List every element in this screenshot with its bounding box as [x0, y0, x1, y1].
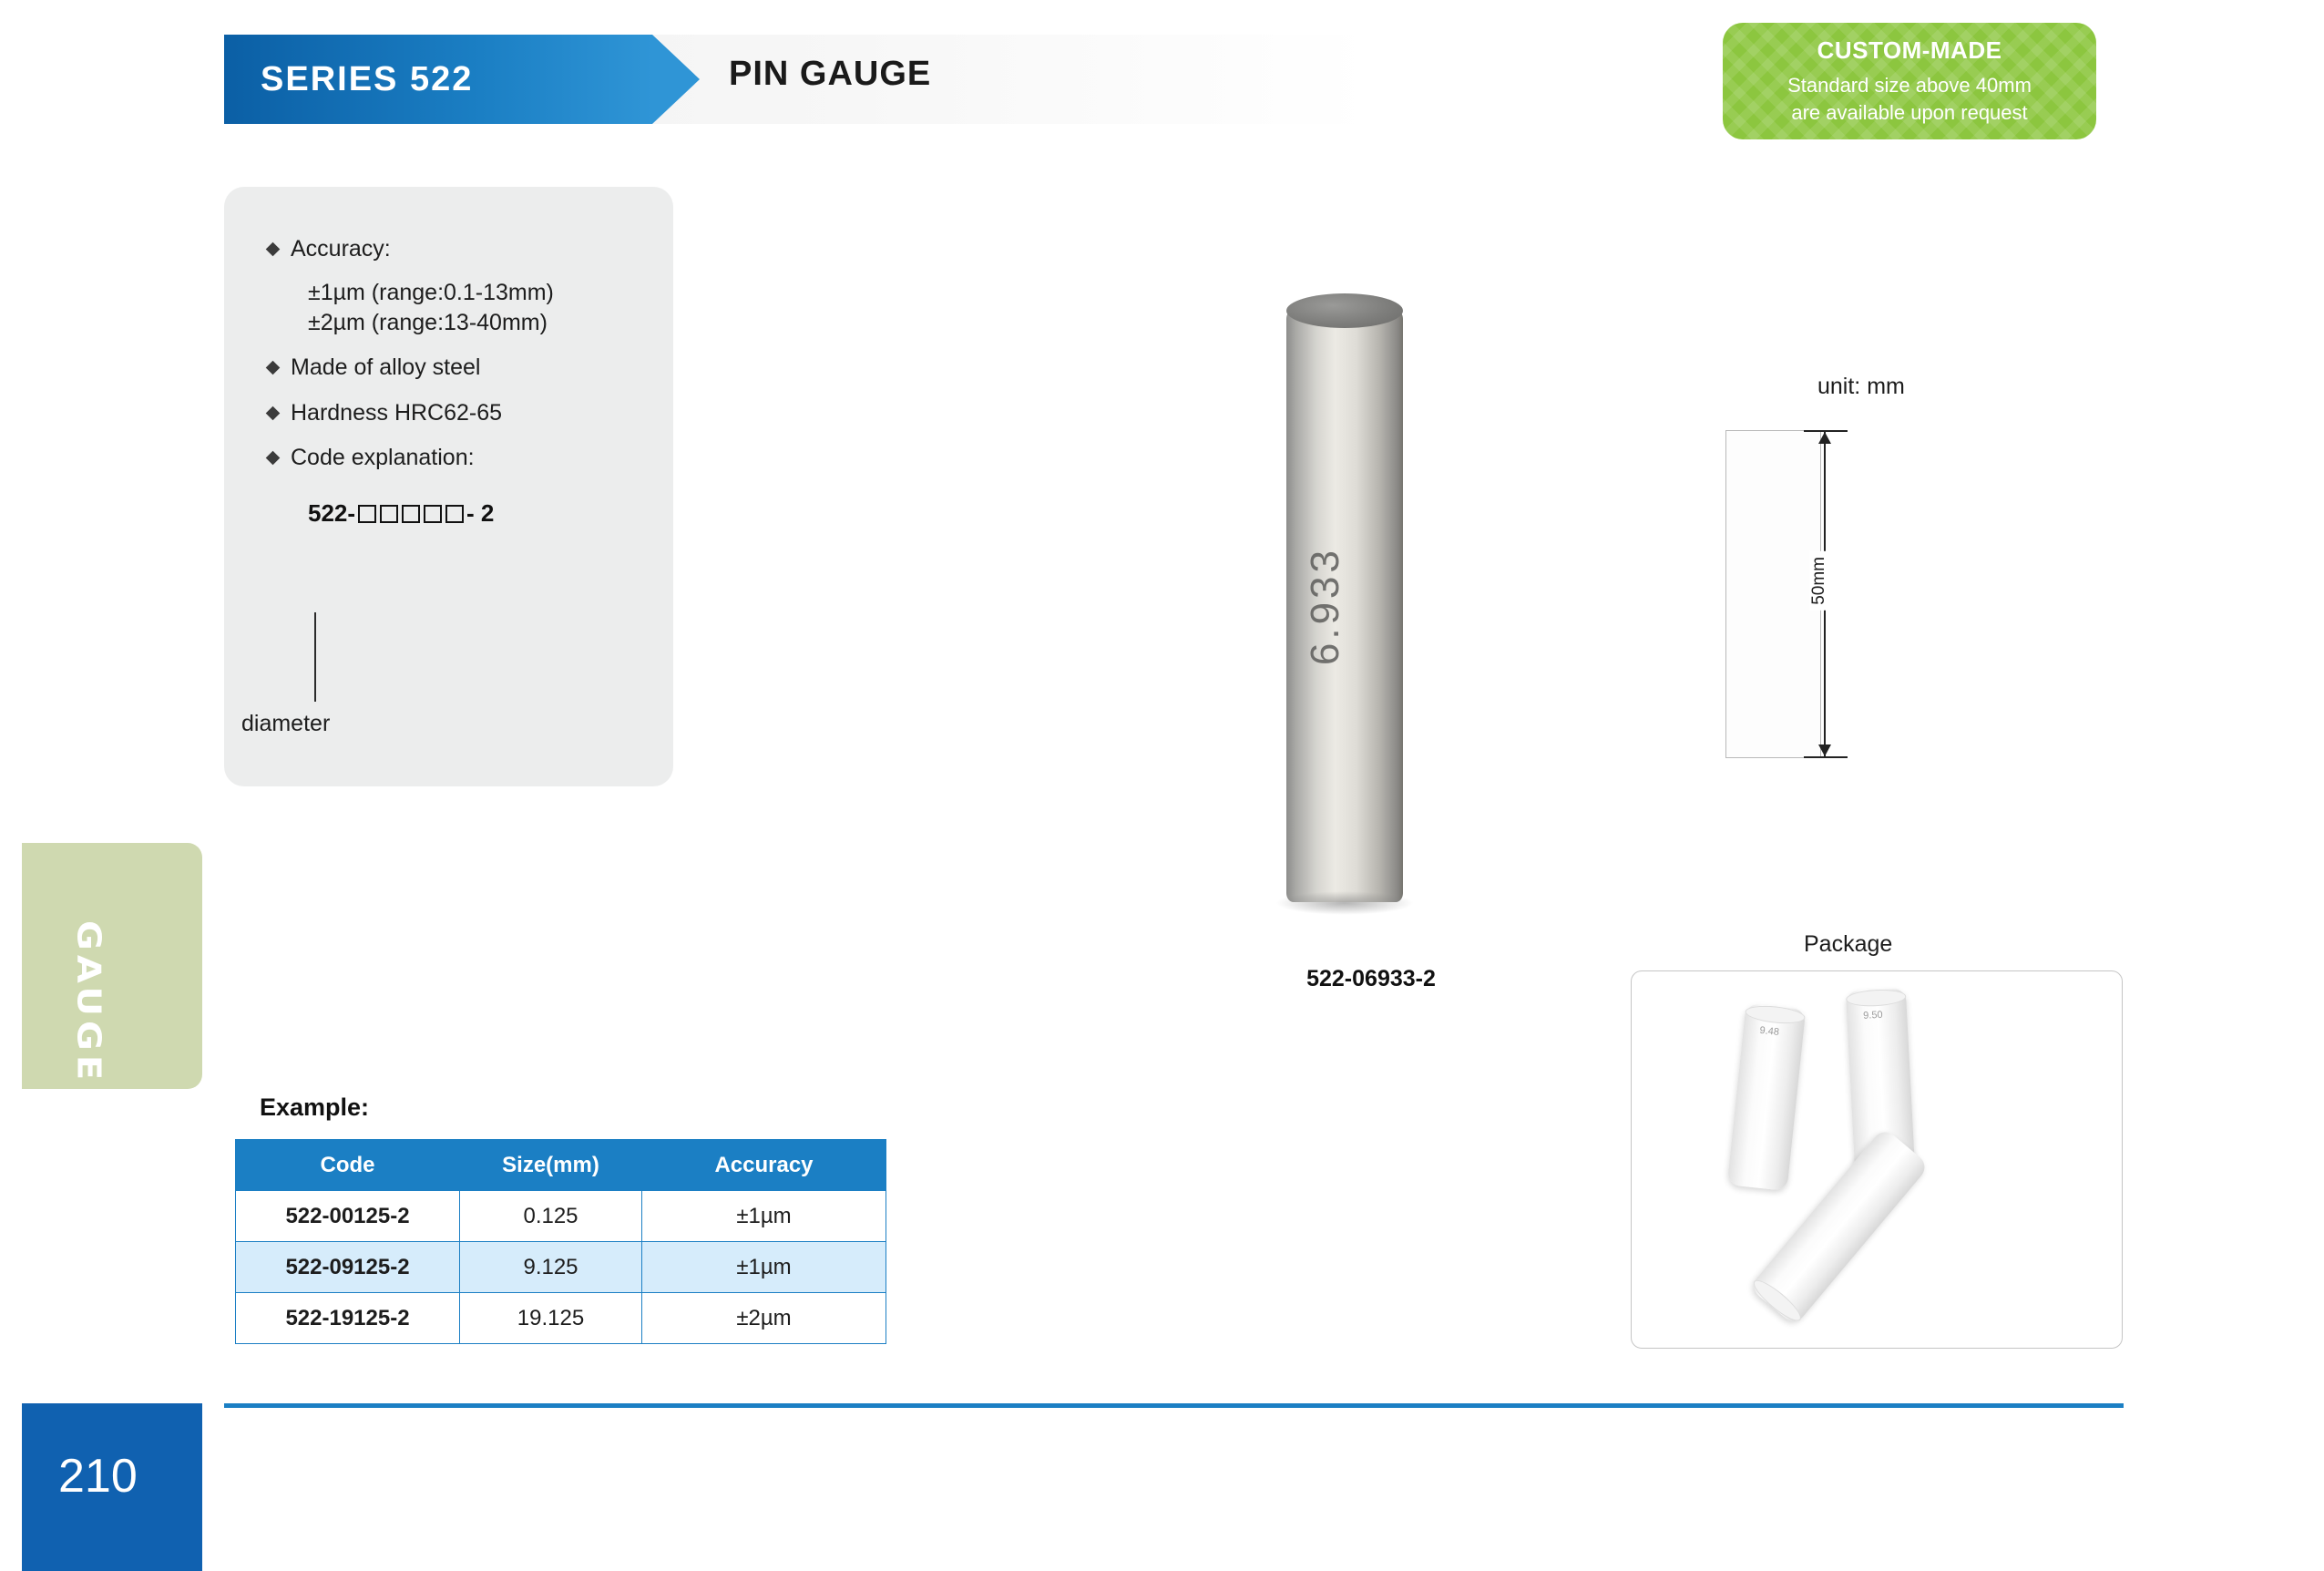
- cell-code: 522-00125-2: [236, 1191, 460, 1242]
- cell-accuracy: ±1µm: [642, 1191, 886, 1242]
- spec-accuracy-range-2: ±2µm (range:13-40mm): [308, 309, 548, 335]
- cell-accuracy: ±1µm: [642, 1242, 886, 1293]
- spec-item-material: [261, 353, 637, 384]
- footer-rule: [224, 1403, 2124, 1408]
- cell-size: 0.125: [460, 1191, 642, 1242]
- pin-gauge-photo: [1266, 282, 1476, 929]
- side-tab-label: GAUGE: [69, 920, 107, 1085]
- package-pin-mark: 9.48: [1758, 1024, 1780, 1039]
- code-placeholder-box: [424, 505, 442, 523]
- code-prefix: 522-: [308, 499, 356, 527]
- spec-label-material: Made of alloy steel: [291, 354, 481, 380]
- pin-top-face: [1286, 293, 1403, 328]
- page-title: PIN GAUGE: [729, 55, 932, 93]
- package-pin-cap: [1749, 1275, 1806, 1326]
- custom-made-line2: are available upon request: [1791, 100, 2028, 124]
- table-row: [236, 1242, 886, 1293]
- cell-size: 9.125: [460, 1242, 642, 1293]
- spec-accuracy-range-1: ±1µm (range:0.1-13mm): [308, 279, 554, 305]
- bullet-diamond-icon: [266, 451, 281, 466]
- package-label: Package: [1804, 931, 1893, 957]
- code-placeholder-box: [358, 505, 376, 523]
- custom-made-badge: [1723, 23, 2096, 139]
- dimension-diagram-rect: [1725, 430, 1821, 758]
- page-number: 210: [58, 1450, 138, 1503]
- custom-made-line1: Standard size above 40mm: [1787, 73, 2032, 97]
- column-header-size: Size(mm): [460, 1140, 642, 1191]
- specification-card: [224, 187, 673, 786]
- package-pin-mark: 9.50: [1862, 1009, 1883, 1022]
- dimension-tick-bottom: [1804, 756, 1848, 758]
- bullet-diamond-icon: [266, 406, 281, 420]
- spec-label-hardness: Hardness HRC62-65: [291, 399, 503, 426]
- dimension-length-label: 50mm: [1809, 551, 1829, 611]
- example-label: Example:: [260, 1094, 370, 1121]
- example-table: [235, 1139, 886, 1344]
- package-pin-cap: [1745, 1003, 1807, 1026]
- package-photo: [1631, 970, 2123, 1349]
- code-placeholder-box: [402, 505, 420, 523]
- cell-size: 19.125: [460, 1293, 642, 1344]
- leader-line: [314, 612, 316, 702]
- bullet-diamond-icon: [266, 360, 281, 375]
- code-format: [308, 499, 637, 528]
- package-pin-cap: [1846, 988, 1907, 1007]
- spec-item-accuracy: [261, 234, 637, 265]
- column-header-accuracy: Accuracy: [642, 1140, 886, 1191]
- pin-shadow: [1275, 891, 1414, 915]
- side-tab: [22, 843, 202, 1089]
- dimension-arrow-up-icon: [1818, 432, 1831, 444]
- diameter-label: diameter: [241, 711, 331, 736]
- spec-label-accuracy: Accuracy:: [291, 236, 391, 262]
- table-row: [236, 1191, 886, 1242]
- spec-item-hardness: [261, 398, 637, 429]
- series-tag: [224, 35, 652, 124]
- bullet-diamond-icon: [266, 242, 281, 257]
- product-code-caption: 522-06933-2: [1306, 966, 1436, 991]
- series-label: SERIES 522: [261, 59, 474, 98]
- table-header-row: [236, 1140, 886, 1191]
- cell-code: 522-19125-2: [236, 1293, 460, 1344]
- pin-engraving: 6.933: [1303, 547, 1347, 666]
- cell-code: 522-09125-2: [236, 1242, 460, 1293]
- table-row: [236, 1293, 886, 1344]
- code-placeholder-box: [445, 505, 464, 523]
- series-tag-arrow: [652, 35, 700, 124]
- dimension-arrow-down-icon: [1818, 744, 1831, 756]
- cell-accuracy: ±2µm: [642, 1293, 886, 1344]
- code-suffix: - 2: [466, 499, 495, 527]
- custom-made-title: CUSTOM-MADE: [1817, 36, 2002, 64]
- column-header-code: Code: [236, 1140, 460, 1191]
- unit-label: unit: mm: [1817, 374, 1905, 399]
- spec-item-code: [261, 443, 637, 474]
- package-pin: [1727, 1003, 1807, 1191]
- code-placeholder-box: [380, 505, 398, 523]
- spec-label-code: Code explanation:: [291, 445, 475, 471]
